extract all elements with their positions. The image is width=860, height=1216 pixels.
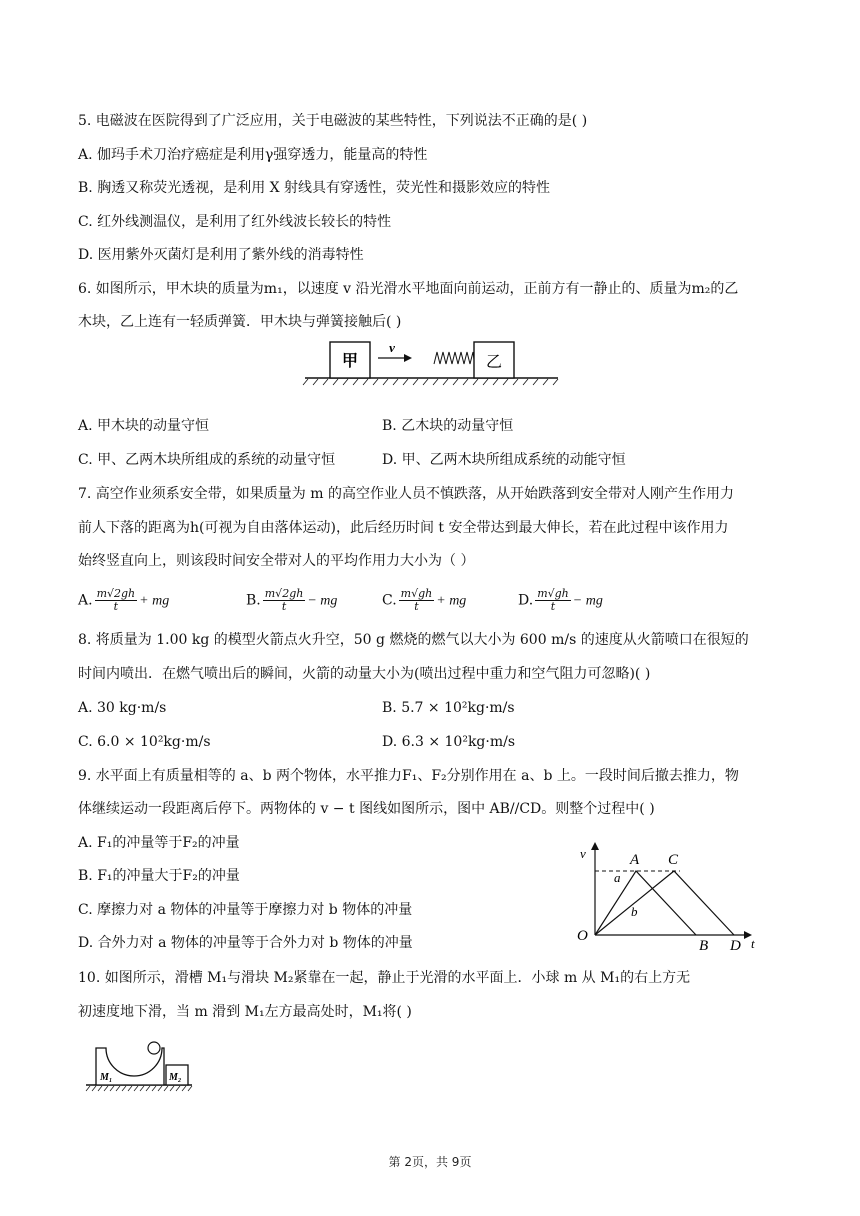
q9-option-a: A. F₁的冲量等于F₂的冲量 xyxy=(78,835,240,851)
q7-b-numerator: m√2gh xyxy=(264,587,304,600)
q6-option-a: A. 甲木块的动量守恒 xyxy=(78,418,210,434)
q10-figure xyxy=(84,1038,196,1094)
q8-option-c: C. 6.0 × 10²kg·m/s xyxy=(78,734,211,750)
block-yi-label: 乙 xyxy=(485,354,503,371)
q7-b-tail: − mg xyxy=(307,593,338,609)
q10-stem-line1: 10. 如图所示，滑槽 M₁与滑块 M₂紧靠在一起，静止于光滑的水平面上．小球 m 从 M₁的右上方无 xyxy=(78,970,691,986)
q9-stem-line2: 体继续运动一段距离后停下。两物体的 v − t 图线如图所示，图中 AB//CD。则整个过程中( ) xyxy=(78,801,655,817)
graph-label-b-point: B xyxy=(699,938,709,954)
q9-option-b: B. F₁的冲量大于F₂的冲量 xyxy=(78,868,240,884)
graph-line-a xyxy=(595,871,696,935)
block-jia-label: 甲 xyxy=(341,353,359,370)
label-m1: M₁ xyxy=(100,1072,113,1083)
q7-option-c xyxy=(382,588,466,613)
graph-label-c-point: C xyxy=(668,852,679,868)
q6-figure xyxy=(300,338,562,386)
q7-b-fraction xyxy=(263,588,306,613)
velocity-label: v xyxy=(389,340,395,355)
q7-c-tail: + mg xyxy=(436,593,467,609)
graph-label-a-line: a xyxy=(614,870,621,885)
q6-option-d: D. 甲、乙两木块所组成系统的动能守恒 xyxy=(382,452,626,468)
q6-option-c: C. 甲、乙两木块所组成的系统的动量守恒 xyxy=(78,452,336,468)
q8-option-d: D. 6.3 × 10²kg·m/s xyxy=(382,734,516,750)
q7-b-label: B. xyxy=(246,592,261,609)
q7-stem-line3: 始终竖直向上，则该段时间安全带对人的平均作用力大小为（ ） xyxy=(78,553,475,569)
graph-label-d-point: D xyxy=(730,938,741,954)
q7-d-numerator: m√gh xyxy=(537,587,569,600)
q7-option-d xyxy=(518,588,603,613)
graph-label-origin: O xyxy=(577,928,588,944)
graph-label-b-line: b xyxy=(631,904,638,919)
q7-stem-line2: 前人下落的距离为h(可视为自由落体运动)，此后经历时间 t 安全带达到最大伸长，若在此过程中该作用力 xyxy=(78,520,729,536)
q5-stem: 5. 电磁波在医院得到了广泛应用，关于电磁波的某些特性，下列说法不正确的是( ) xyxy=(78,113,588,129)
q7-d-fraction xyxy=(535,588,571,613)
graph-v-axis-arrow xyxy=(591,842,599,850)
q5-option-c: C. 红外线测温仪，是利用了红外线波长较长的特性 xyxy=(78,214,392,230)
q5-option-d: D. 医用紫外灭菌灯是利用了紫外线的消毒特性 xyxy=(78,247,364,263)
label-m2: M₂ xyxy=(169,1072,182,1083)
q7-a-label: A. xyxy=(78,592,93,609)
q8-stem-line2: 时间内喷出．在燃气喷出后的瞬间，火箭的动量大小为(喷出过程中重力和空气阻力可忽略)( ) xyxy=(78,666,651,682)
q7-c-fraction xyxy=(399,588,435,613)
q7-a-fraction xyxy=(95,588,138,613)
q8-option-b: B. 5.7 × 10²kg·m/s xyxy=(382,700,515,716)
q7-d-label: D. xyxy=(518,592,534,609)
page-footer: 第 2页，共 9页 xyxy=(388,1155,472,1169)
q6-stem-line2: 木块，乙上连有一轻质弹簧．甲木块与弹簧接触后( ) xyxy=(78,314,402,330)
q9-option-c: C. 摩擦力对 a 物体的冲量等于摩擦力对 b 物体的冲量 xyxy=(78,902,413,918)
q7-b-denominator: t xyxy=(281,600,287,613)
q6-option-b: B. 乙木块的动量守恒 xyxy=(382,418,514,434)
spring xyxy=(434,352,474,364)
q5-option-b: B. 胸透又称荧光透视，是利用 X 射线具有穿透性，荧光性和摄影效应的特性 xyxy=(78,180,551,196)
q7-a-numerator: m√2gh xyxy=(96,587,136,600)
q5-option-a: A. 伽玛手术刀治疗癌症是利用γ强穿透力，能量高的特性 xyxy=(78,147,428,163)
graph-label-a-point: A xyxy=(630,852,640,868)
q7-c-denominator: t xyxy=(414,600,419,613)
velocity-arrow-head xyxy=(404,354,412,362)
graph-label-t: t xyxy=(751,936,755,951)
q8-stem-line1: 8. 将质量为 1.00 kg 的模型火箭点火升空，50 g 燃烧的燃气以大小为 600 m/s 的速度从火箭喷口在很短的 xyxy=(78,632,749,648)
q7-option-b xyxy=(246,588,337,613)
q7-a-tail: + mg xyxy=(139,593,170,609)
q9-stem-line1: 9. 水平面上有质量相等的 a、b 两个物体，水平推力F₁、F₂分别作用在 a、b 上。一段时间后撤去推力，物 xyxy=(78,768,739,784)
q7-stem-line1: 7. 高空作业须系安全带，如果质量为 m 的高空作业人员不慎跌落，从开始跌落到安全带对人刚产生作用力 xyxy=(78,486,734,502)
q10-stem-line2: 初速度地下滑，当 m 滑到 M₁左方最高处时，M₁将( ) xyxy=(78,1004,412,1020)
q9-vt-graph xyxy=(570,840,770,958)
q7-c-numerator: m√gh xyxy=(400,587,433,600)
q7-d-denominator: t xyxy=(550,600,556,613)
small-ball xyxy=(148,1042,160,1054)
q7-option-a xyxy=(78,588,169,613)
graph-label-v: v xyxy=(580,846,586,861)
q7-a-denominator: t xyxy=(113,600,119,613)
q6-stem-line1: 6. 如图所示，甲木块的质量为m₁，以速度 v 沿光滑水平地面向前运动，正前方有一静止的、质量为m₂的乙 xyxy=(78,281,739,297)
q7-c-label: C. xyxy=(382,592,397,609)
q7-d-tail: − mg xyxy=(572,593,603,609)
q8-option-a: A. 30 kg·m/s xyxy=(78,700,167,716)
q9-option-d: D. 合外力对 a 物体的冲量等于合外力对 b 物体的冲量 xyxy=(78,935,413,951)
